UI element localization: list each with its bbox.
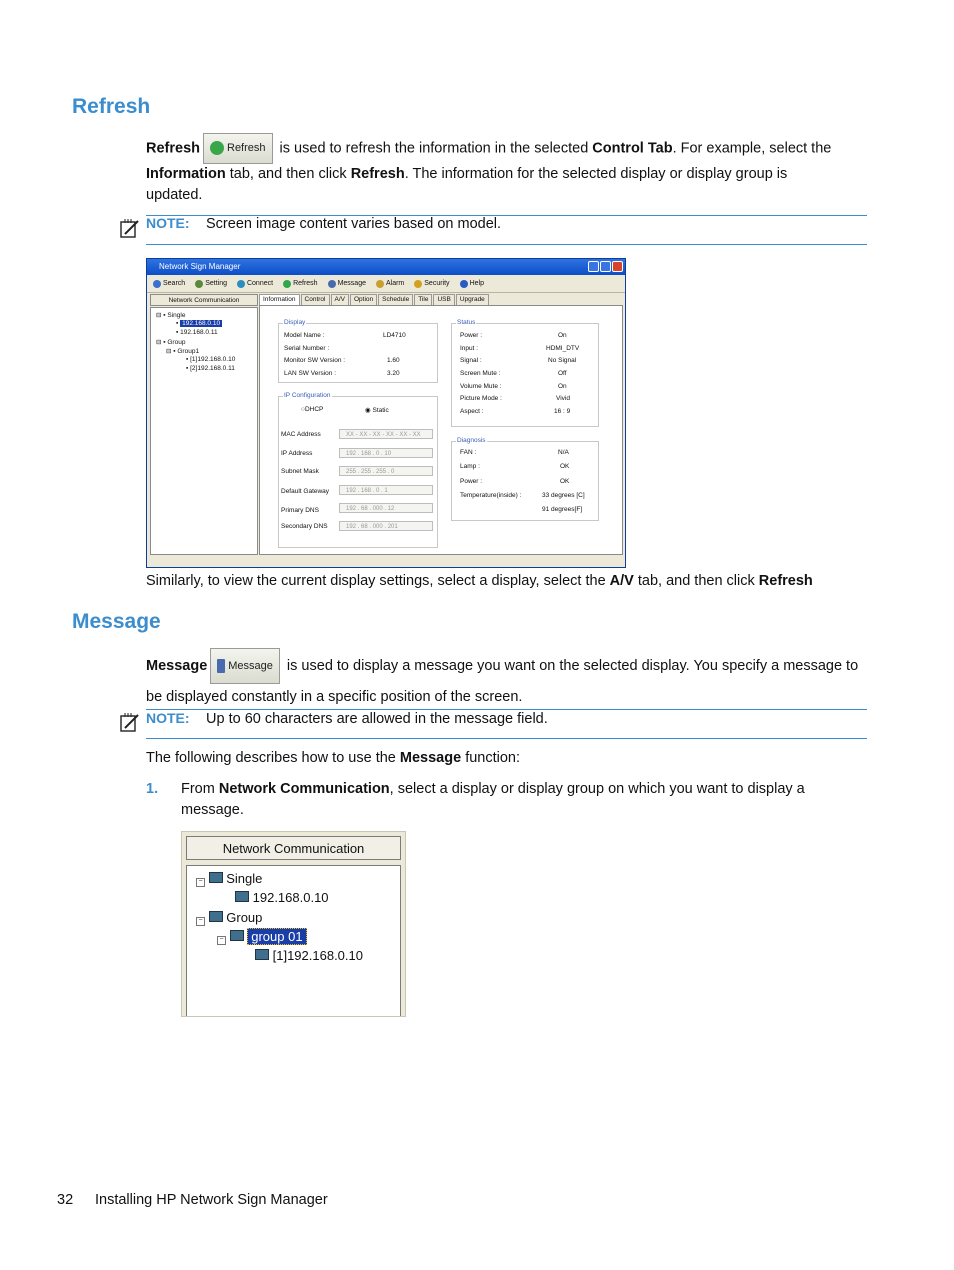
note-pencil-icon [119, 217, 141, 239]
note-rule-bottom [146, 244, 867, 245]
ip-field-key: IP Address [281, 450, 313, 457]
tree-label: [1]192.168.0.10 [190, 356, 236, 363]
status-key: Power : [460, 332, 483, 339]
gear-icon [195, 280, 203, 288]
tab-schedule[interactable]: Schedule [378, 294, 413, 305]
status-group [451, 319, 599, 427]
minimize-icon[interactable] [588, 261, 599, 272]
step-1-text [181, 779, 871, 821]
status-key: Volume Mute : [460, 383, 502, 390]
display-value: 1.60 [387, 357, 400, 364]
diag-key: Power : [460, 478, 483, 485]
information-bold: Information [146, 166, 226, 182]
note-label: NOTE: [146, 215, 190, 231]
refresh-text-4: . The information for the selected display or display group is [404, 166, 788, 182]
note-text: Screen image content varies based on model. [206, 216, 502, 232]
display-key: LAN SW Version : [284, 370, 337, 377]
tab-av[interactable]: A/V [331, 294, 349, 305]
ip-field-key: Secondary DNS [281, 523, 328, 530]
display-key: Serial Number : [284, 345, 330, 352]
tree-item-ip2[interactable]: ▪ 192.168.0.11 [176, 329, 218, 336]
information-panel [259, 305, 623, 555]
av-refresh-bold: Refresh [758, 573, 813, 589]
following-paragraph [146, 748, 520, 769]
toolbar-message[interactable] [328, 280, 366, 288]
tree-label: Group [167, 339, 186, 346]
refresh-icon [283, 280, 291, 288]
section-heading-refresh: Refresh [72, 95, 151, 118]
diag-value: 33 degrees [C] [542, 492, 585, 499]
help-icon [460, 280, 468, 288]
monitor-icon [235, 891, 249, 902]
static-radio[interactable]: ◉ Static [365, 407, 389, 414]
lock-icon [414, 280, 422, 288]
message-icon [328, 280, 336, 288]
tree-label: Group1 [177, 348, 200, 355]
toolbar-help[interactable] [460, 280, 484, 288]
message-text-1: is used to display a message you want on the selected display. You specify a message to [282, 657, 859, 674]
monitor-icon [255, 949, 269, 960]
tab-information[interactable]: Information [259, 294, 300, 305]
tree-label: 192.168.0.11 [180, 329, 218, 336]
dhcp-label: DHCP [304, 406, 324, 413]
diagnosis-group [451, 437, 599, 521]
diag-value: OK [560, 478, 570, 485]
group-icon [230, 930, 244, 941]
ip-config-label: IP Configuration [284, 392, 331, 399]
step-bold: Network Communication [218, 781, 390, 797]
alarm-icon [376, 280, 384, 288]
display-group-label: Display [284, 319, 306, 326]
toolbar-label: Setting [205, 280, 227, 287]
collapse-icon[interactable]: − [196, 878, 205, 887]
nc-label: Group [226, 910, 263, 925]
ip-address-field[interactable]: 192 . 168 . 0 . 10 [339, 448, 433, 458]
toolbar-setting[interactable] [195, 280, 227, 288]
control-tabs [259, 294, 490, 305]
diag-key: Lamp : [460, 463, 480, 470]
toolbar-label: Message [337, 280, 366, 287]
display-group [278, 319, 438, 383]
display-key: Model Name : [284, 332, 325, 339]
status-key: Signal : [460, 357, 482, 364]
toolbar-connect[interactable] [237, 280, 273, 288]
status-key: Input : [460, 345, 479, 352]
collapse-icon[interactable]: − [217, 936, 226, 945]
dhcp-radio[interactable]: ○DHCP [301, 406, 324, 413]
av-text-1: Similarly, to view the current display settings, select a display, select the [146, 573, 610, 589]
primary-dns-field[interactable]: 192 . 68 . 000 . 12 [339, 503, 433, 513]
toolbar-refresh[interactable] [283, 280, 318, 288]
nc-label: Single [226, 871, 263, 886]
toolbar-security[interactable] [414, 280, 449, 288]
tab-control[interactable]: Control [301, 294, 330, 305]
tree-item-single[interactable]: ⊟ ▪ Single [156, 312, 186, 319]
message-text-2: be displayed constantly in a specific position of the screen. [146, 689, 523, 705]
nc-ip[interactable] [235, 890, 329, 905]
network-tree [186, 865, 401, 1017]
refresh-text-2: . For example, select the [672, 140, 832, 157]
gateway-field[interactable]: 192 . 168 . 0 . 1 [339, 485, 433, 495]
tree-item-group-ip1[interactable]: ▪ [1]192.168.0.10 [186, 356, 236, 363]
refresh-button-label: Refresh [227, 142, 266, 154]
note-rule-bottom-2 [146, 738, 867, 739]
control-tab-bold: Control Tab [592, 140, 673, 157]
status-value: Off [558, 370, 567, 377]
diag-value: N/A [558, 449, 569, 456]
search-icon [153, 280, 161, 288]
nc-label: [1]192.168.0.10 [272, 948, 363, 963]
network-communication-screenshot [181, 831, 406, 1017]
diag-value: 91 degrees[F] [542, 506, 583, 513]
left-panel-header: Network Communication [150, 294, 258, 306]
message-icon [217, 659, 225, 673]
window-title: Network Sign Manager [159, 262, 241, 271]
message-button-image [210, 648, 280, 684]
toolbar-label: Alarm [385, 280, 405, 287]
refresh-icon [210, 141, 224, 155]
step-text-1: From [181, 781, 219, 797]
refresh-button-image [203, 133, 273, 164]
display-value: 3.20 [387, 370, 400, 377]
toolbar-search[interactable] [153, 280, 185, 288]
note-pencil-icon [119, 711, 141, 733]
status-value: On [558, 332, 567, 339]
status-value: On [558, 383, 567, 390]
tree-item-ip1[interactable]: ▪ 192.168.0.10 [176, 320, 221, 327]
step-text-2: , select a display or display group on which you want to display a [389, 781, 805, 797]
refresh-paragraph [146, 133, 866, 206]
diag-key: FAN : [460, 449, 477, 456]
connect-icon [237, 280, 245, 288]
ip-field-key: Primary DNS [281, 507, 319, 514]
toolbar-label: Search [163, 280, 186, 287]
tree-label: Single [167, 312, 186, 319]
window-titlebar [147, 259, 625, 275]
status-value: 16 : 9 [554, 408, 571, 415]
tree-item-group1[interactable]: ⊟ ▪ Group1 [166, 348, 200, 355]
maximize-icon[interactable] [600, 261, 611, 272]
note-message [146, 710, 548, 728]
refresh-bold: Refresh [350, 166, 405, 182]
diagnosis-label: Diagnosis [457, 437, 486, 444]
close-icon[interactable] [612, 261, 623, 272]
tab-usb[interactable]: USB [433, 294, 454, 305]
message-button-label: Message [228, 660, 273, 672]
display-value: LD4710 [383, 332, 406, 339]
tree-label: 192.168.0.10 [182, 320, 221, 327]
toolbar-label: Security [424, 280, 450, 287]
status-value: HDMI_DTV [546, 345, 580, 352]
status-key: Screen Mute : [460, 370, 501, 377]
step-number: 1. [146, 781, 159, 797]
refresh-text-3: tab, and then click [225, 166, 351, 182]
refresh-text-1: is used to refresh the information in the selected [275, 140, 593, 157]
av-paragraph [146, 571, 866, 592]
secondary-dns-field[interactable]: 192 . 68 . 000 . 201 [339, 521, 433, 531]
network-communication-header: Network Communication [186, 836, 401, 860]
following-bold: Message [399, 750, 462, 766]
toolbar-alarm[interactable] [376, 280, 404, 288]
status-value: Vivid [556, 395, 570, 402]
status-value: No Signal [548, 357, 577, 364]
note-text: Up to 60 characters are allowed in the message field. [206, 711, 548, 727]
nc-group-ip[interactable] [255, 948, 363, 963]
tab-option[interactable]: Option [350, 294, 377, 305]
refresh-lead: Refresh [146, 140, 200, 157]
following-text-1: The following describes how to use the [146, 750, 400, 766]
display-key: Monitor SW Version : [284, 357, 346, 364]
tab-tile[interactable]: Tile [414, 294, 432, 305]
toolbar-label: Refresh [293, 280, 318, 287]
diag-value: OK [560, 463, 570, 470]
toolbar-label: Connect [246, 280, 274, 287]
tree-item-group-ip2[interactable]: ▪ [2]192.168.0.11 [186, 365, 235, 372]
status-group-label: Status [457, 319, 476, 326]
status-key: Picture Mode : [460, 395, 502, 402]
toolbar [147, 275, 625, 293]
collapse-icon[interactable]: − [196, 917, 205, 926]
toolbar-label: Help [469, 280, 484, 287]
nc-label: 192.168.0.10 [252, 890, 329, 905]
av-bold: A/V [609, 573, 634, 589]
page-number: 32 [57, 1192, 74, 1208]
note-refresh [146, 215, 501, 233]
refresh-text-5: updated. [146, 187, 203, 203]
nc-label-selected: group 01 [247, 928, 306, 945]
nc-group[interactable] [196, 910, 262, 926]
device-tree [150, 307, 258, 555]
tab-upgrade[interactable]: Upgrade [456, 294, 489, 305]
message-paragraph [146, 648, 866, 710]
ip-config-group [278, 392, 438, 548]
group-icon [209, 911, 223, 922]
note-label: NOTE: [146, 710, 190, 726]
app-window-screenshot [146, 258, 626, 568]
ip-field-key: Subnet Mask [281, 468, 319, 475]
static-label: Static [372, 407, 389, 414]
footer-title: Installing HP Network Sign Manager [95, 1192, 328, 1208]
section-heading-message: Message [72, 610, 161, 633]
diag-key: Temperature(inside) : [460, 492, 522, 499]
nc-group01[interactable] [217, 929, 307, 945]
ip-field-key: MAC Address [281, 431, 321, 438]
step-text-3: message. [181, 802, 244, 818]
mac-address-field[interactable]: XX - XX - XX - XX - XX - XX [339, 429, 433, 439]
tree-item-group[interactable]: ⊟ ▪ Group [156, 339, 186, 346]
nc-single[interactable] [196, 871, 262, 887]
av-text-2: tab, and then click [633, 573, 759, 589]
message-lead: Message [146, 657, 208, 674]
following-text-2: function: [461, 750, 521, 766]
monitor-icon [209, 872, 223, 883]
status-key: Aspect : [460, 408, 484, 415]
tree-label: [2]192.168.0.11 [190, 365, 235, 372]
ip-field-key: Default Gateway [281, 488, 330, 495]
subnet-mask-field[interactable]: 255 . 255 . 255 . 0 [339, 466, 433, 476]
